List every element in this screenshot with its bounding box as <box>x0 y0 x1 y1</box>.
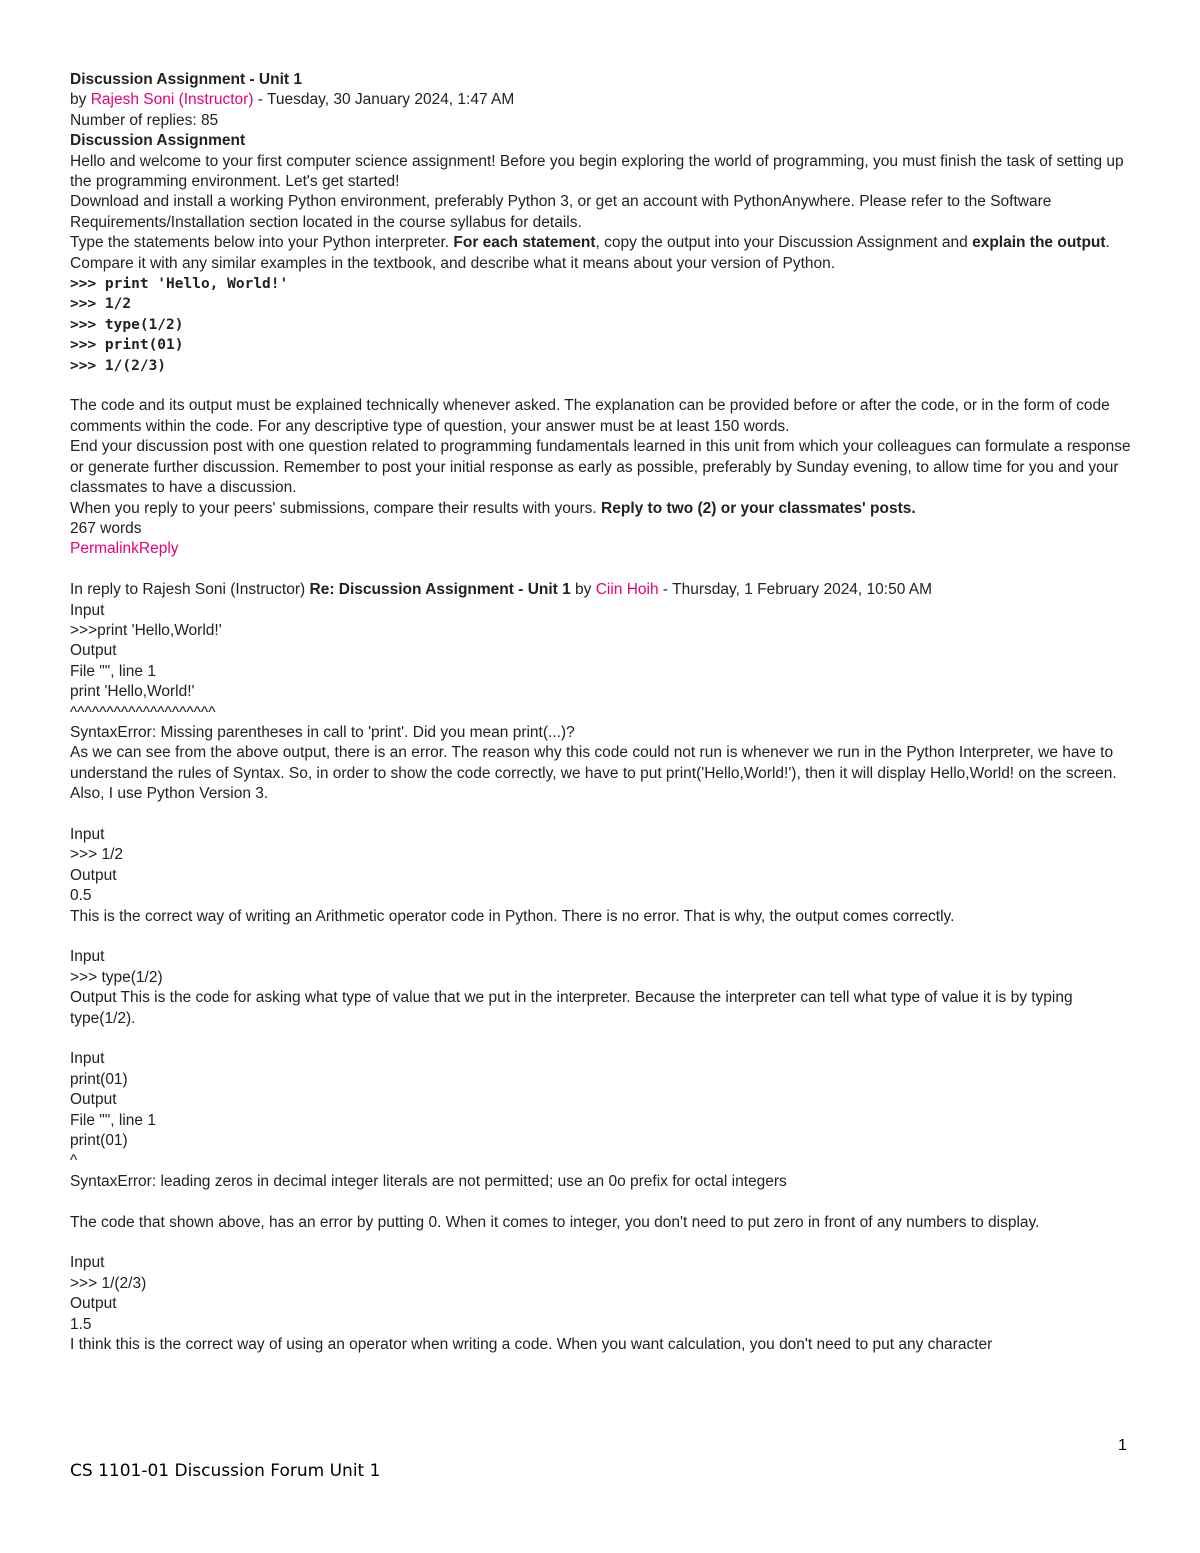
reply-line: Output <box>70 1295 117 1313</box>
by-prefix: by <box>70 91 91 109</box>
reply-line: Input <box>70 948 105 966</box>
spacer <box>70 376 1140 396</box>
reply-line: 1.5 <box>70 1315 92 1333</box>
document-page <box>70 70 1140 1355</box>
reply-line: I think this is the correct way of using an operator when writing a code. When you want calculation, you don't need to put any character <box>70 1336 993 1354</box>
reply-header: In reply to Rajesh Soni (Instructor) Re: Discussion Assignment - Unit 1 by Ciin Hoih - Thursday, 1 February 2024, 10:50 AM <box>70 581 933 599</box>
paragraph-intro: Hello and welcome to your first computer science assignment! Before you begin exploring the world of programming, you must finish the task of setting up the programming environment. Let's get started! <box>70 152 1128 191</box>
post-date: - Tuesday, 30 January 2024, 1:47 AM <box>253 91 515 109</box>
reply-line: ^^^^^^^^^^^^^^^^^^^^ <box>70 703 216 721</box>
reply-line: File "", line 1 <box>70 1111 156 1129</box>
reply-link[interactable]: Reply <box>138 540 179 558</box>
reply-body <box>70 601 1140 1356</box>
reply-line: Output <box>70 642 117 660</box>
spacer <box>70 805 1140 825</box>
post-heading: Discussion Assignment <box>70 132 246 150</box>
reply-line: ^ <box>70 1152 78 1170</box>
code-line: >>> 1/(2/3) <box>70 357 167 374</box>
reply-line: print(01) <box>70 1132 128 1150</box>
reply-author-link[interactable]: Ciin Hoih <box>595 581 659 599</box>
reply-line: 0.5 <box>70 887 92 905</box>
paragraph-instructions: Type the statements below into your Python interpreter. For each statement, copy the output into your Discussion Assignment and explain the output. Compare it with any similar examples in the textbook, and describe what it means about your version of Python. <box>70 234 1115 272</box>
reply-line: print 'Hello,World!' <box>70 683 195 701</box>
reply-line: >>> 1/2 <box>70 846 124 864</box>
post-title: Discussion Assignment - Unit 1 <box>70 71 302 88</box>
author-link[interactable]: Rajesh Soni (Instructor) <box>90 91 254 109</box>
spacer <box>70 560 1140 580</box>
permalink-link[interactable]: Permalink <box>70 540 139 558</box>
reply-line: Input <box>70 1050 105 1068</box>
reply-line: As we can see from the above output, there is an error. The reason why this code could not run is whenever we run in the Python Interpreter, we have to understand the rules of Syntax. So, in order to show the code correctly, we have to put print('Hello,World!'), then it will display Hello,World! on the screen. <box>70 744 1118 782</box>
paragraph-explanation: The code and its output must be explained technically whenever asked. The explanation can be provided before or after the code, or in the form of code comments within the code. For any descriptive type of question, your answer must be at least 150 words. <box>70 397 1115 435</box>
reply-line: SyntaxError: Missing parentheses in call to 'print'. Did you mean print(...)? <box>70 723 575 741</box>
replies-count: Number of replies: 85 <box>70 111 219 129</box>
code-line: >>> print(01) <box>70 337 184 354</box>
reply-line: Output <box>70 1091 117 1109</box>
reply-line: Output This is the code for asking what type of value that we put in the interpreter. Because the interpreter can tell what type of value it is by typing type(1/2). <box>70 989 1077 1027</box>
post-actions <box>70 539 1140 559</box>
spacer <box>70 1029 1140 1049</box>
paragraph-reply-instructions: When you reply to your peers' submissions, compare their results with yours. Reply to two (2) or your classmates' posts. <box>70 499 916 517</box>
code-line: >>> print 'Hello, World!' <box>70 276 289 293</box>
post-byline <box>70 90 1140 110</box>
reply-line: >>> 1/(2/3) <box>70 1274 147 1292</box>
spacer <box>70 927 1140 947</box>
page-footer: CS 1101-01 Discussion Forum Unit 1 <box>70 1461 381 1481</box>
reply-line: >>> type(1/2) <box>70 968 163 986</box>
spacer <box>70 1233 1140 1253</box>
spacer <box>70 1192 1140 1212</box>
reply-line: Input <box>70 1254 105 1272</box>
reply-line: print(01) <box>70 1070 128 1088</box>
reply-line: File "", line 1 <box>70 662 156 680</box>
word-count: 267 words <box>70 519 142 537</box>
reply-line: >>>print 'Hello,World!' <box>70 621 222 639</box>
reply-date: - Thursday, 1 February 2024, 10:50 AM <box>658 581 933 599</box>
reply-line: The code that shown above, has an error by putting 0. When it comes to integer, you don't need to put zero in front of any numbers to display. <box>70 1213 1040 1231</box>
reply-line: Input <box>70 601 105 619</box>
reply-line: This is the correct way of writing an Arithmetic operator code in Python. There is no error. That is why, the output comes correctly. <box>70 907 955 925</box>
paragraph-question: End your discussion post with one question related to programming fundamentals learned in this unit from which your colleagues can formulate a response or generate further discussion. Remember to post your initial response as early as possible, preferably by Sunday evening, to allow time for you and your classmates to have a discussion. <box>70 438 1135 497</box>
reply-line: Also, I use Python Version 3. <box>70 785 269 803</box>
reply-line: Output <box>70 866 117 884</box>
code-block <box>70 274 1140 376</box>
reply-title: Re: Discussion Assignment - Unit 1 <box>309 581 571 599</box>
reply-line: SyntaxError: leading zeros in decimal integer literals are not permitted; use an 0o prefix for octal integers <box>70 1172 787 1190</box>
code-line: >>> 1/2 <box>70 296 132 313</box>
paragraph-install: Download and install a working Python environment, preferably Python 3, or get an account with PythonAnywhere. Please refer to the Software Requirements/Installation section located in the course syllabus for details. <box>70 193 1056 231</box>
code-line: >>> type(1/2) <box>70 316 184 333</box>
page-number: 1 <box>1118 1437 1127 1454</box>
reply-line: Input <box>70 825 105 843</box>
